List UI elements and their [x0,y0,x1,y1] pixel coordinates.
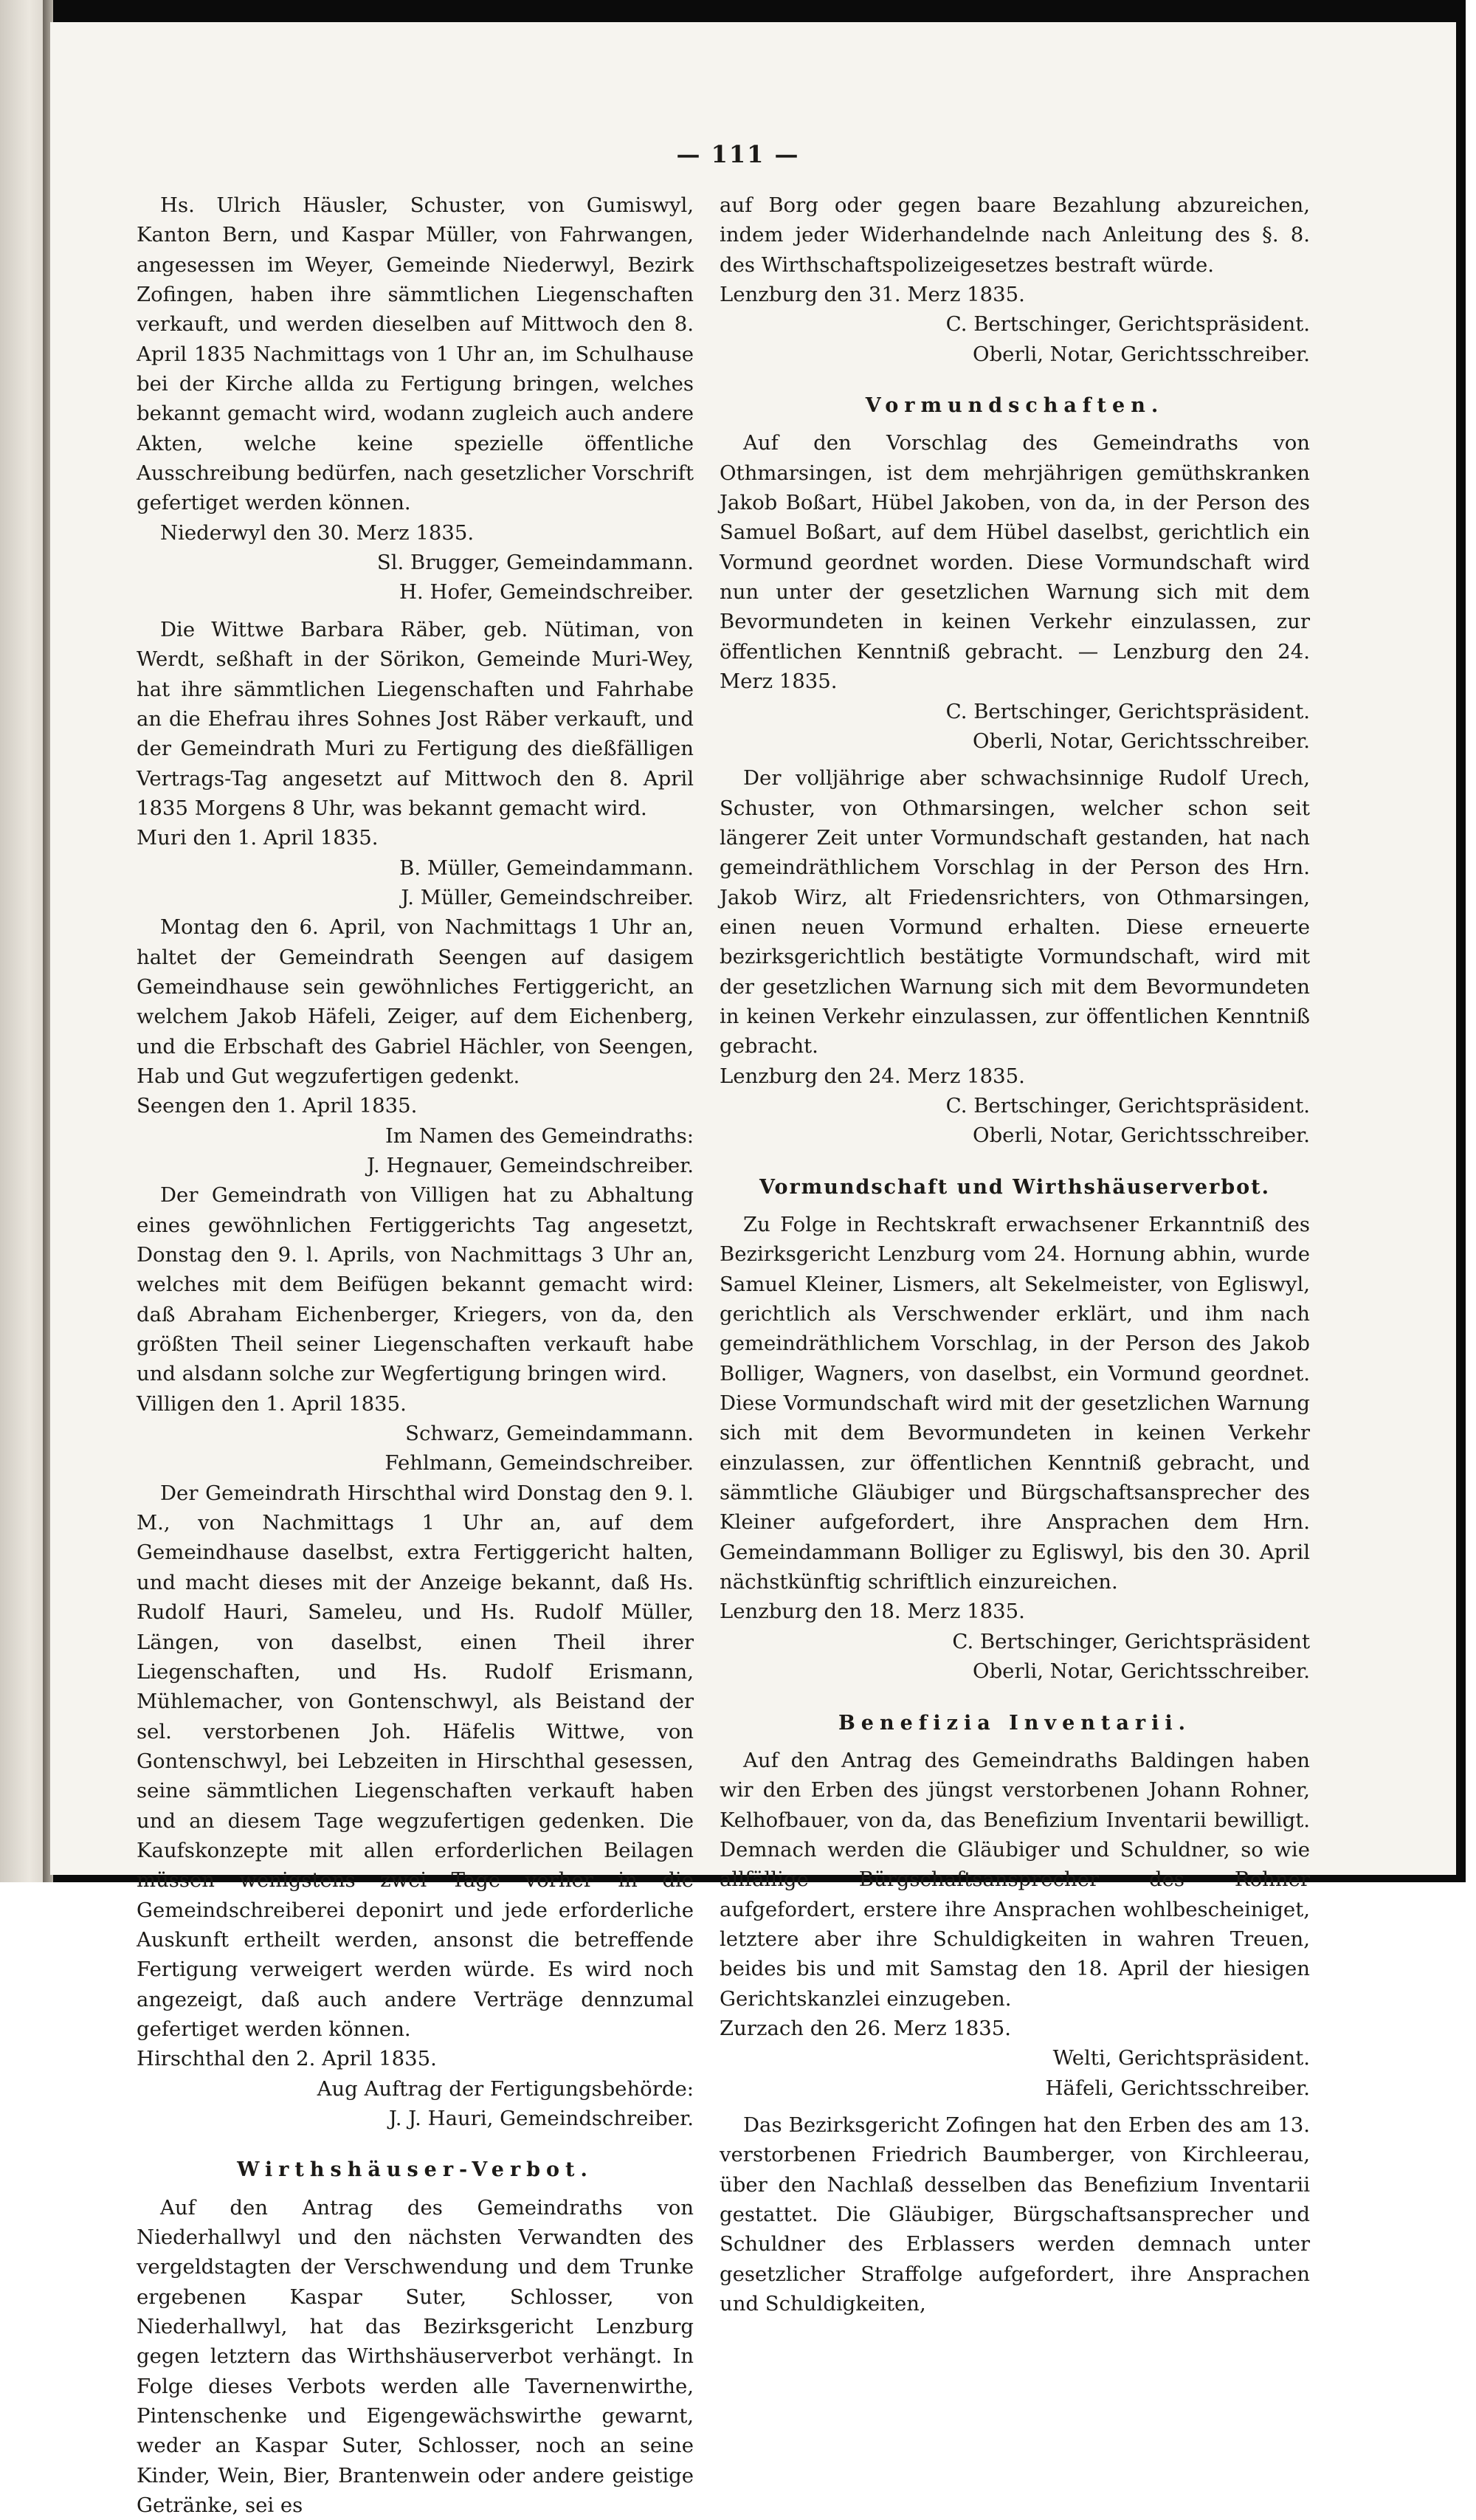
notice-rohner-signature-2: Häfeli, Gerichtsschreiber. [1045,2076,1310,2100]
notice-seengen-signature-1: Im Namen des Gemeindraths: [384,1123,694,1148]
notice-suter-text: Auf den Antrag des Gemeindraths von Niederhallwyl und den nächsten Verwandten des vergeldstagten der Verschwendung und dem Trunke ergebenen Kaspar Suter, Schlosser, von Niederhallwyl, hat das Bezirksgericht Lenzburg gegen letztern das Wirthshäuserverbot verhängt. In Folge dieses Verbots werden alle Tavernenwirthe, Pintenschenke und Eigengewächswirthe gewarnt, weder an Kaspar Suter, Schlosser, noch an seine Kinder, Wein, Bier, Brantenwein oder andere geistige Getränke, sei es [137,2195,694,2518]
notice-villigen-signature-2: Fehlmann, Gemeindschreiber. [384,1451,694,1476]
notice-villigen-text: Der Gemeindrath von Villigen hat zu Abhaltung eines gewöhnlichen Fertiggerichts Tag angesetzt, Donstag den 9. l. Aprils, von Nachmittags 3 Uhr an, welches mit dem Beifügen bekannt gemacht wird: daß Abraham Eichenberger, Kriegers, von da, den größten Theil seiner Liegenschaften verkauft habe und alsdann solche zur Wegfertigung bringen wird. [137,1183,694,1386]
notice-haeusler-text: Hs. Ulrich Häusler, Schuster, von Gumiswyl, Kanton Bern, und Kaspar Müller, von Fahrwangen, angesessen im Weyer, Gemeinde Niederwyl, Bezirk Zofingen, haben ihre sämmtlichen Liegenschaften verkauft, und werden dieselben auf Mittwoch den 8. April 1835 Nachmittags von 1 Uhr an, im Schulhause bei der Kirche allda zu Fertigung bringen, welches bekannt gemacht wird, wodann zugleich auch andere Akten, welche keine spezielle öffentliche Ausschreibung bedürfen, nach gesetzlicher Vorschrift gefertiget werden können. [137,193,694,515]
section-heading-vormundschaft-wirthshaeuserverbot: Vormundschaft und Wirthshäuserverbot. [759,1175,1271,1199]
notice-urech-signature-2: Oberli, Notar, Gerichtsschreiber. [973,1123,1310,1148]
notice-raeber-signature-2: J. Müller, Gemeindschreiber. [401,885,694,909]
notice-hirschthal-signature-2: J. J. Hauri, Gemeindschreiber. [388,2107,694,2130]
notice-urech-text: Der volljährige aber schwachsinnige Rudolf Urech, Schuster, von Othmarsingen, welcher schon seit längerer Zeit unter Vormundschaft gestanden, hat nach gemeindräthlichem Vorschlag in der Person des Hrn. Jakob Wirz, alt Friedensrichters, von Othmarsingen, einen neuen Vormund erhalten. Diese erneuerte bezirksgerichtlich bestätigte Vormundschaft, wird mit der gesetzlichen Warnung sich mit dem Bevormundeten in keinen Verkehr einzulassen, zur öffentlichen Kenntniß gebracht. [720,766,1310,1058]
notice-kleiner-signature-2: Oberli, Notar, Gerichtsschreiber. [973,1659,1310,1684]
right-column [720,190,1310,2318]
notice-haeusler-dateline: Niederwyl den 30. Merz 1835. [160,520,475,545]
notice-hirschthal-dateline: Hirschthal den 2. April 1835. [137,2047,437,2071]
left-column [137,190,694,2520]
notice-rohner-signature-1: Welti, Gerichtspräsident. [1052,2046,1310,2070]
notice-hirschthal-text: Der Gemeindrath Hirschthal wird Donstag den 9. l. M., von Nachmittags 1 Uhr an, auf dem Gemeindhause daselbst, extra Fertiggericht halten, und macht dieses mit der Anzeige bekannt, daß Hs. Rudolf Hauri, Sameleu, und Hs. Rudolf Müller, Längen, von daselbst, einen Theil ihrer Liegenschaften, und Hs. Rudolf Erismann, Mühlemacher, von Gontenschwyl, als Beistand der sel. verstorbenen Joh. Häfelis Wittwe, von Gontenschwyl, bei Lebzeiten in Hirschthal gesessen, seine sämmtlichen Liegenschaften verkauft haben und an diesem Tage wegzufertigen gedenken. Die Kaufskonzepte mit allen erforderlichen Beilagen müssen wenigstens zwei Tage vorher in die Gemeindschreiberei deponirt und jede erforderliche Auskunft ertheilt werden, ansonst die betreffende Fertigung verweigert werden würde. Es wird noch angezeigt, daß auch andere Verträge dennzumal gefertiget werden können. [137,1481,694,2041]
notice-suter-signature-1: C. Bertschinger, Gerichtspräsident. [945,312,1310,337]
notice-seengen-dateline: Seengen den 1. April 1835. [137,1094,418,1118]
section-heading-wirthshaeuser-verbot: Wirthshäuser-Verbot. [237,2158,593,2182]
notice-villigen-signature-1: Schwarz, Gemeindammann. [405,1422,694,1446]
notice-kleiner-signature-1: C. Bertschinger, Gerichtspräsident [952,1629,1310,1653]
section-heading-benefizia-inventarii: Benefizia Inventarii. [838,1711,1192,1735]
notice-suter-continued: auf Borg oder gegen baare Bezahlung abzureichen, indem jeder Widerhandelnde nach Anleitung des §. 8. des Wirthschaftspolizeigesetzes bestraft würde. [720,193,1310,277]
notice-raeber-signature-1: B. Müller, Gemeindammann. [399,856,694,880]
notice-bossart-signature-1: C. Bertschinger, Gerichtspräsident. [945,699,1310,723]
notice-raeber-dateline: Muri den 1. April 1835. [137,826,379,850]
notice-urech-dateline: Lenzburg den 24. Merz 1835. [720,1064,1025,1088]
notice-hirschthal-signature-1: Aug Auftrag der Fertigungsbehörde: [317,2076,694,2101]
notice-bossart-signature-2: Oberli, Notar, Gerichtsschreiber. [973,729,1310,753]
notice-rohner-dateline: Zurzach den 26. Merz 1835. [720,2016,1012,2040]
notice-villigen-dateline: Villigen den 1. April 1835. [137,1391,407,1416]
notice-haeusler-signature-1: Sl. Brugger, Gemeindammann. [376,551,694,575]
notice-bossart-text: Auf den Vorschlag des Gemeindraths von Othmarsingen, ist dem mehrjährigen gemüthskranken Jakob Boßart, Hübel Jakoben, von da, in der Person des Samuel Boßart, auf dem Hübel daselbst, gerichtlich ein Vormund geordnet worden. Diese Vormundschaft wird nun unter der gesetzlichen Warnung sich mit dem Bevormundeten in keinen Verkehr einzulassen, zur öffentlichen Kenntniß gebracht. — Lenzburg den 24. Merz 1835. [720,431,1310,694]
notice-seengen-signature-2: J. Hegnauer, Gemeindschreiber. [367,1154,694,1177]
notice-suter-dateline: Lenzburg den 31. Merz 1835. [720,283,1025,307]
notice-baumberger-text: Das Bezirksgericht Zofingen hat den Erben des am 13. verstorbenen Friedrich Baumberger, von Kirchleerau, über den Nachlaß desselben das Benefizium Inventarii gestattet. Die Gläubiger, Bürgschaftsansprecher und Schuldner des Erblassers werden demnach unter gesetzlicher Straffolge aufgefordert, ihre Ansprachen und Schuldigkeiten, [720,2113,1310,2316]
notice-rohner-text: Auf den Antrag des Gemeindraths Baldingen haben wir den Erben des jüngst verstorbenen Johann Rohner, Kelhofbauer, von da, das Benefizium Inventarii bewilligt. Demnach werden die Gläubiger und Schuldner, so wie allfällige Bürgschaftsansprecher des Rohner aufgefordert, erstere ihre Ansprachen wohlbescheiniget, letztere aber ihre Schuldigkeiten in wahren Treuen, beides bis und mit Samstag den 18. April der hiesigen Gerichtskanzlei einzugeben. [720,1748,1310,2011]
notice-kleiner-dateline: Lenzburg den 18. Merz 1835. [720,1600,1025,1624]
notice-urech-signature-1: C. Bertschinger, Gerichtspräsident. [945,1093,1310,1118]
facing-page-edge [0,0,49,1882]
notice-seengen-text: Montag den 6. April, von Nachmittags 1 Uhr an, haltet der Gemeindrath Seengen auf dasigem Gemeindhause sein gewöhnliches Fertiggericht, an welchem Jakob Häfeli, Zeiger, auf dem Eichenberg, und die Erbschaft des Gabriel Hächler, von Seengen, Hab und Gut wegzufertigen gedenkt. [137,915,694,1088]
page-number: — 111 — [676,140,800,168]
notice-kleiner-text: Zu Folge in Rechtskraft erwachsener Erkanntniß des Bezirksgericht Lenzburg vom 24. Hornung abhin, wurde Samuel Kleiner, Lismers, alt Sekelmeister, von Egliswyl, gerichtlich als Verschwender erklärt, und ihm nach gemeindräthlichem Vorschlag, in der Person des Jakob Bolliger, Wagners, von daselbst, ein Vormund geordnet. Diese Vormundschaft wird mit der gesetzlichen Warnung sich mit dem Bevormundeten in keinen Verkehr einzulassen, zur öffentlichen Kenntniß gebracht, und sämmtliche Gläubiger und Bürgschaftsansprecher des Kleiner aufgefordert, ihre Ansprachen dem Hrn. Gemeindammann Bolliger zu Egliswyl, bis den 30. April nächstkünftig schriftlich einzureichen. [720,1213,1310,1594]
section-heading-vormundschaften: Vormundschaften. [865,394,1165,418]
notice-haeusler-signature-2: H. Hofer, Gemeindschreiber. [399,580,694,605]
notice-raeber-text: Die Wittwe Barbara Räber, geb. Nütiman, von Werdt, seßhaft in der Sörikon, Gemeinde Muri-Wey, hat ihre sämmtlichen Liegenschaften und Fahrhabe an die Ehefrau ihres Sohnes Jost Räber verkauft, und der Gemeindrath Muri zu Fertigung des dießfälligen Vertrags-Tag angesetzt auf Mittwoch den 8. April 1835 Morgens 8 Uhr, was bekannt gemacht wird. [137,617,694,820]
notice-suter-signature-2: Oberli, Notar, Gerichtsschreiber. [973,342,1310,366]
